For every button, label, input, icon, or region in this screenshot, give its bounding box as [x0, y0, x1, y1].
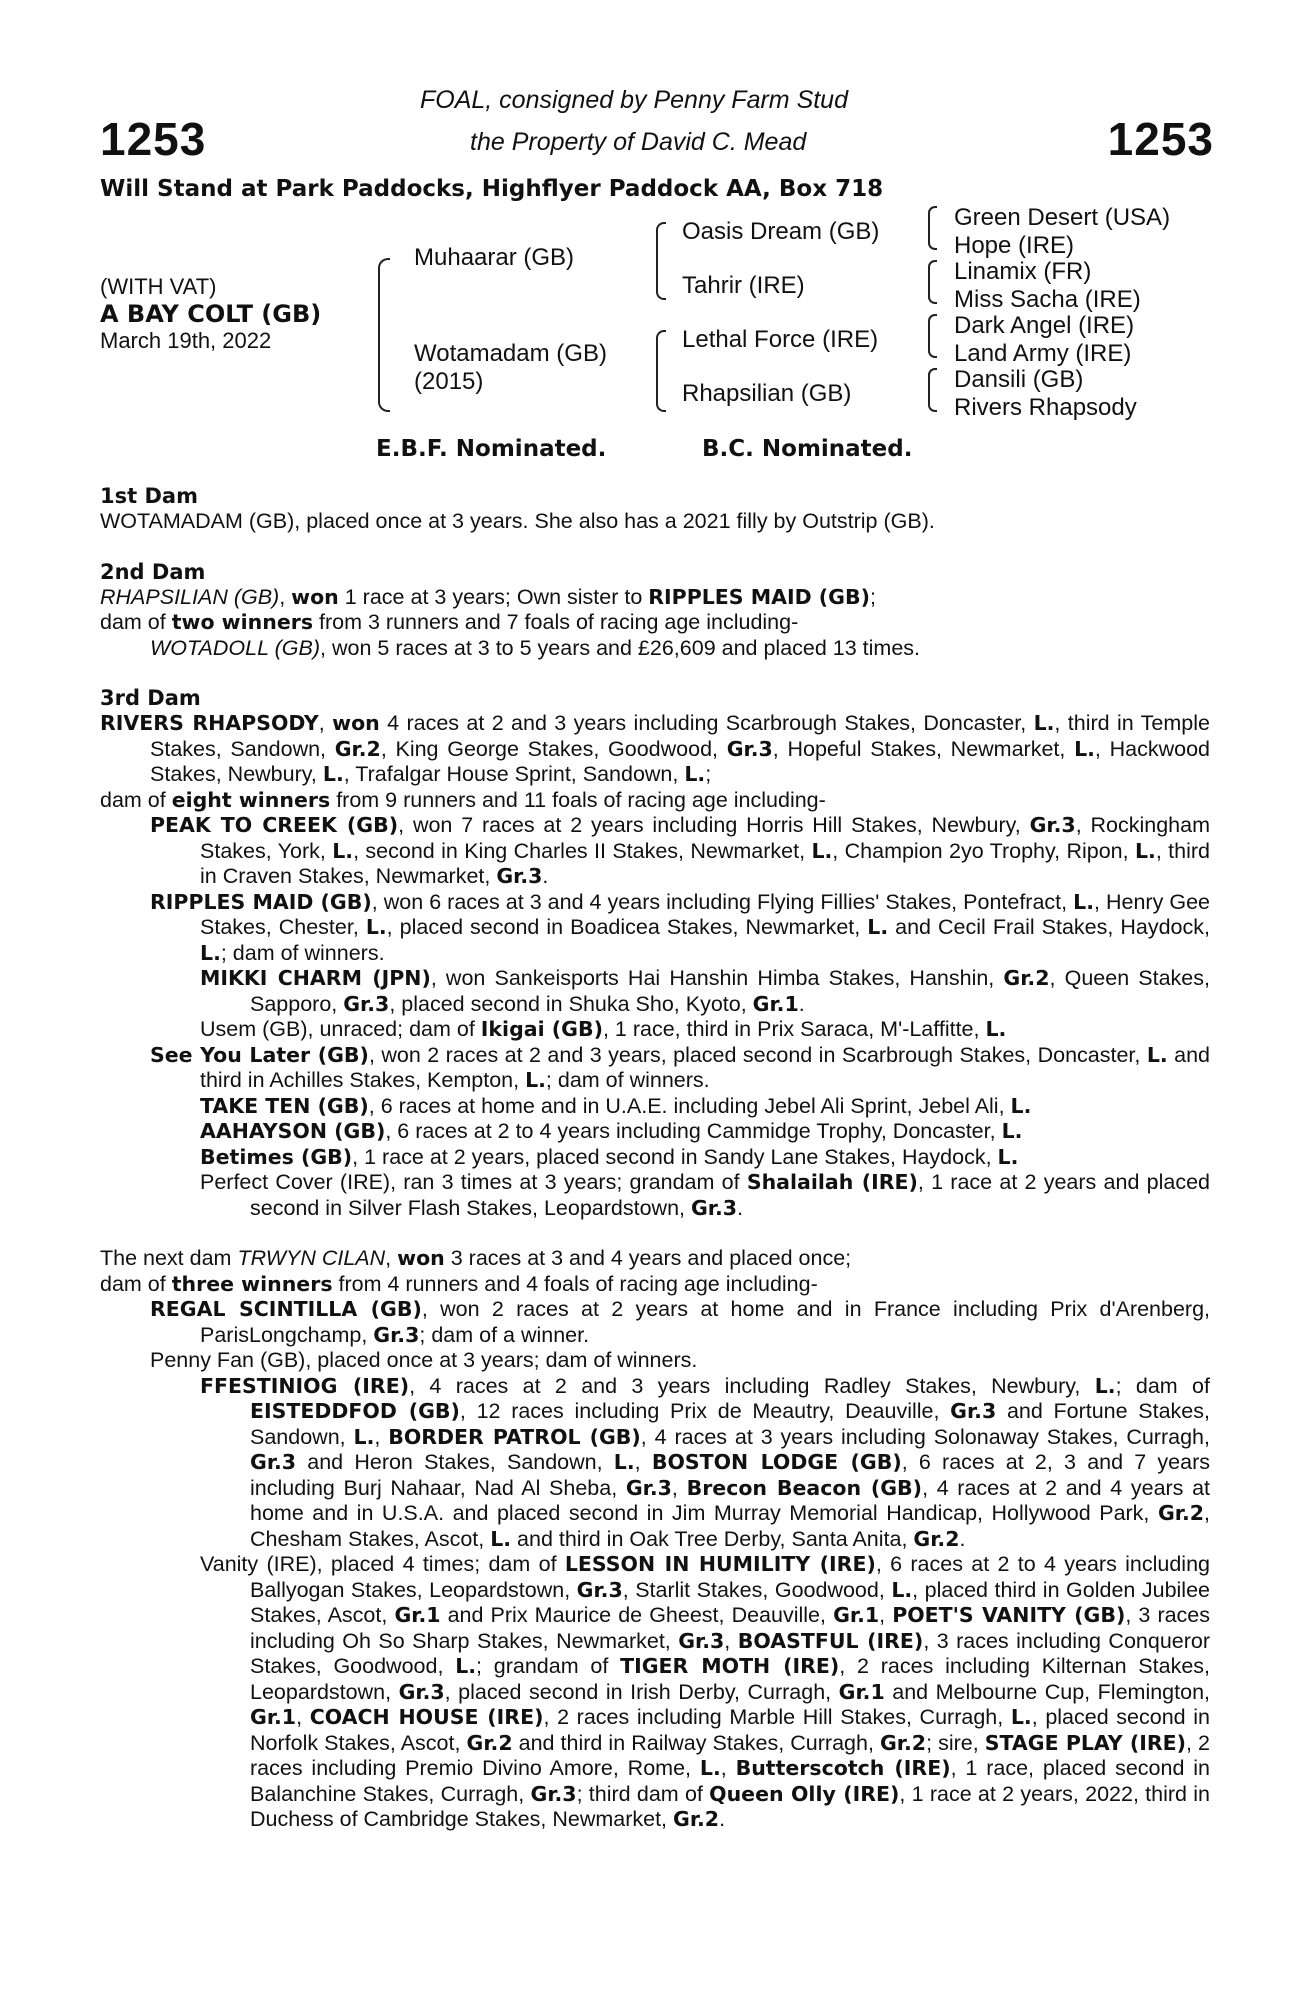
dd-brace	[928, 368, 937, 412]
section-heading-3rd-dam: 3rd Dam	[100, 686, 201, 710]
produce-betimes: Betimes (GB), 1 race at 2 years, placed second in Sandy Lane Stakes, Haydock, L.	[200, 1144, 1019, 1169]
sire-name: Muhaarar (GB)	[414, 244, 575, 271]
catalogue-body	[100, 484, 1210, 1833]
produce-perfect-cover: Perfect Cover (IRE), ran 3 times at 3 years; grandam of Shalailah (IRE), 1 race at 2 years and placed second in Silver Flash Stakes, Leopardstown, Gr.3.	[200, 1170, 1210, 1220]
sire-brace	[656, 222, 666, 300]
dam-brace	[656, 330, 666, 412]
dam-sire-dam: Land Army (IRE)	[954, 340, 1132, 367]
produce-peak-to-creek: PEAK TO CREEK (GB), won 7 races at 2 years including Horris Hill Stakes, Newbury, Gr.3, Rockingham Stakes, York, L., second in King Charles II Stakes, Newmarket, L., Champion 2yo Trophy, Ripon, L., third in Craven Stakes, Newmarket, Gr.3.	[150, 813, 1211, 888]
consignor-line: FOAL, consigned by Penny Farm Stud	[420, 86, 848, 114]
property-line: the Property of David C. Mead	[470, 128, 807, 156]
main-brace-top	[378, 258, 390, 342]
third-dam-paragraph: RIVERS RHAPSODY, won 4 races at 2 and 3 years including Scarbrough Stakes, Doncaster, L., third in Temple Stakes, Sandown, Gr.2, King George Stakes, Goodwood, Gr.3, Hopeful Stakes, Newmarket, L., Hackwood Stakes, Newbury, L., Trafalgar House Sprint, Sandown, L.;	[100, 711, 1210, 786]
section-heading-2nd-dam: 2nd Dam	[100, 559, 206, 584]
sd-brace	[928, 260, 937, 304]
produce-mikki-charm: MIKKI CHARM (JPN), won Sankeisports Hai Hanshin Himba Stakes, Hanshin, Gr.2, Queen Stakes, Sapporo, Gr.3, placed second in Shuka Sho, Kyoto, Gr.1.	[200, 966, 1210, 1016]
bc-nomination: B.C. Nominated.	[702, 436, 913, 462]
produce-vanity: Vanity (IRE), placed 4 times; dam of LESSON IN HUMILITY (IRE), 6 races at 2 to 4 years including Ballyogan Stakes, Leopardstown, Gr.3, Starlit Stakes, Goodwood, L., placed third in Golden Jubilee Stakes, Ascot, Gr.1 and Prix Maurice de Gheest, Deauville, Gr.1, POET'S VANITY (GB), 3 races including Oh So Sharp Stakes, Newmarket, Gr.3, BOASTFUL (IRE), 3 races including Conqueror Stakes, Goodwood, L.; grandam of TIGER MOTH (IRE), 2 races including Kilternan Stakes, Leopardstown, Gr.3, placed second in Irish Derby, Curragh, Gr.1 and Melbourne Cup, Flemington, Gr.1, COACH HOUSE (IRE), 2 races including Marble Hill Stakes, Curragh, L., placed second in Norfolk Stakes, Ascot, Gr.2 and third in Railway Stakes, Curragh, Gr.2; sire, STAGE PLAY (IRE), 2 races including Premio Divino Amore, Rome, L., Butterscotch (IRE), 1 race, placed second in Balanchine Stakes, Curragh, Gr.3; third dam of Queen Olly (IRE), 1 race at 2 years, 2022, third in Duchess of Cambridge Stakes, Newmarket, Gr.2.	[200, 1552, 1211, 1831]
vat-note: (WITH VAT)	[100, 274, 217, 299]
lot-number-left: 1253	[100, 113, 207, 165]
next-dam-paragraph: The next dam TRWYN CILAN, won 3 races at 3 and 4 years and placed once; dam of three winners from 4 runners and 4 foals of racing age including-	[100, 1246, 852, 1296]
produce-usem: Usem (GB), unraced; dam of Ikigai (GB), 1 race, third in Prix Saraca, M'-Laffitte, L.	[200, 1017, 1007, 1041]
sire-sire: Oasis Dream (GB)	[682, 218, 880, 245]
produce-aahayson: AAHAYSON (GB), 6 races at 2 to 4 years including Cammidge Trophy, Doncaster, L.	[200, 1119, 1023, 1143]
third-dam-produce-summary: dam of eight winners from 9 runners and 11 foals of racing age including-	[100, 787, 826, 812]
ds-brace	[928, 314, 937, 358]
lot-number-right: 1253	[1107, 113, 1214, 165]
ss-brace	[928, 206, 937, 250]
dam-sire-sire: Dark Angel (IRE)	[954, 312, 1135, 339]
produce-penny-fan: Penny Fan (GB), placed once at 3 years; dam of winners.	[150, 1348, 698, 1372]
sire-dam: Tahrir (IRE)	[682, 272, 805, 299]
produce-ripples-maid: RIPPLES MAID (GB), won 6 races at 3 and 4 years including Flying Fillies' Stakes, Pontefract, L., Henry Gee Stakes, Chester, L., placed second in Boadicea Stakes, Newmarket, L. and Cecil Frail Stakes, Haydock, L.; dam of winners.	[150, 889, 1210, 965]
lot-dob: March 19th, 2022	[100, 328, 272, 353]
sire-dam-dam: Miss Sacha (IRE)	[954, 286, 1141, 313]
dam-dam-sire: Dansili (GB)	[954, 366, 1084, 393]
dam-dam: Rhapsilian (GB)	[682, 380, 852, 407]
ebf-nomination: E.B.F. Nominated.	[376, 436, 607, 462]
section-heading-1st-dam: 1st Dam	[100, 484, 198, 508]
second-dam-paragraph: RHAPSILIAN (GB), won 1 race at 3 years; Own sister to RIPPLES MAID (GB); dam of two winners from 3 runners and 7 foals of racing age including-	[100, 584, 876, 634]
produce-wotadoll: WOTADOLL (GB), won 5 races at 3 to 5 years and £26,609 and placed 13 times.	[150, 635, 921, 660]
produce-take-ten: TAKE TEN (GB), 6 races at home and in U.A.E. including Jebel Ali Sprint, Jebel Ali, L.	[200, 1093, 1032, 1118]
main-brace-bottom	[378, 340, 390, 412]
dam-year: (2015)	[414, 368, 484, 395]
lot-name: A BAY COLT (GB)	[100, 300, 322, 328]
dam-sire: Lethal Force (IRE)	[682, 326, 879, 353]
sire-sire-sire: Green Desert (USA)	[954, 204, 1171, 231]
sire-sire-dam: Hope (IRE)	[954, 232, 1075, 259]
first-dam-paragraph: WOTAMADAM (GB), placed once at 3 years. She also has a 2021 filly by Outstrip (GB).	[100, 509, 935, 533]
produce-regal-scintilla: REGAL SCINTILLA (GB), won 2 races at 2 years at home and in France including Prix d'Arenberg, ParisLongchamp, Gr.3; dam of a winner.	[150, 1297, 1210, 1347]
stand-location: Will Stand at Park Paddocks, Highflyer Paddock AA, Box 718	[100, 176, 884, 202]
produce-ffestiniog: FFESTINIOG (IRE), 4 races at 2 and 3 years including Radley Stakes, Newbury, L.; dam of EISTEDDFOD (GB), 12 races including Prix de Meautry, Deauville, Gr.3 and Fortune Stakes, Sandown, L., BORDER PATROL (GB), 4 races at 3 years including Solonaway Stakes, Curragh, Gr.3 and Heron Stakes, Sandown, L., BOSTON LODGE (GB), 6 races at 2, 3 and 7 years including Burj Nahaar, Nad Al Sheba, Gr.3, Brecon Beacon (GB), 4 races at 2 and 4 years at home and in U.S.A. and placed second in Jim Murray Memorial Handicap, Hollywood Park, Gr.2, Chesham Stakes, Ascot, L. and third in Oak Tree Derby, Santa Anita, Gr.2.	[200, 1373, 1211, 1551]
dam-name: Wotamadam (GB)	[414, 340, 607, 367]
produce-see-you-later: See You Later (GB), won 2 races at 2 and 3 years, placed second in Scarbrough Stakes, Doncaster, L. and third in Achilles Stakes, Kempton, L.; dam of winners.	[150, 1042, 1210, 1092]
sire-dam-sire: Linamix (FR)	[954, 258, 1092, 285]
dam-dam-dam: Rivers Rhapsody	[954, 394, 1137, 421]
